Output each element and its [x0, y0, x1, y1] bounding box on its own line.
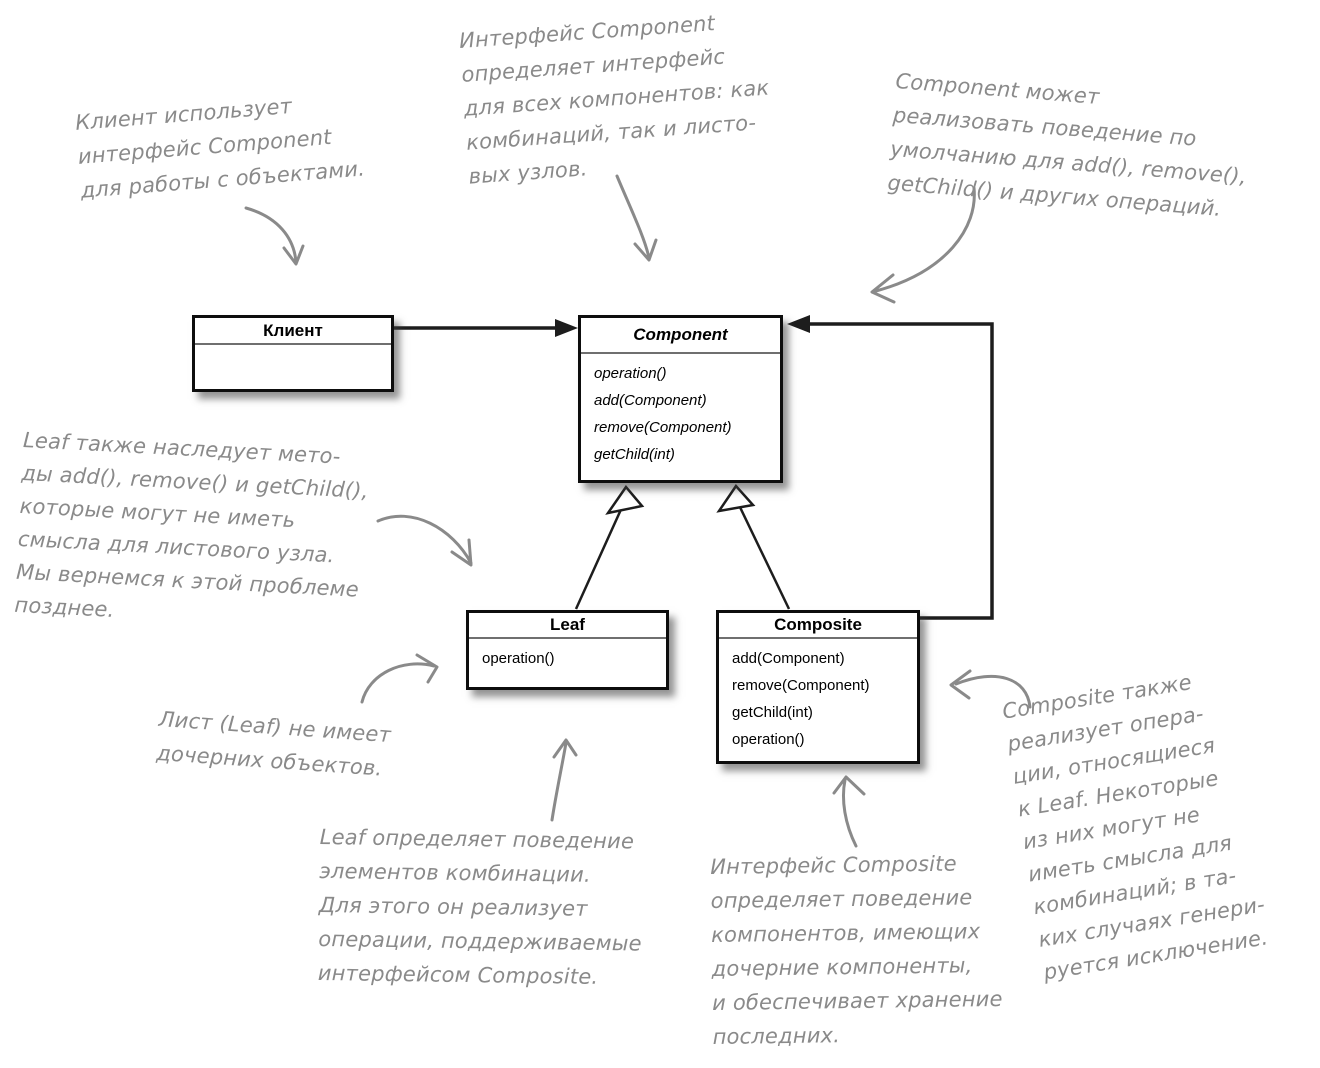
class-box-leaf	[466, 610, 669, 690]
method-add: add(Component)	[594, 392, 707, 409]
component-interface-note-arrow	[617, 176, 656, 260]
method-operation: operation()	[732, 731, 805, 748]
composite-inheritance-triangle	[719, 486, 753, 511]
class-body-composite	[719, 639, 917, 753]
class-box-client	[192, 315, 394, 392]
note-composite-interface: Интерфейс Composite определяет поведение компонентов, имеющих дочерние компоненты, и обеспечивает хранение последних.	[710, 851, 1003, 1049]
class-body-leaf	[469, 639, 666, 672]
method-getchild: getChild(int)	[732, 704, 813, 721]
leaf-inherited-note-arrow	[378, 516, 471, 565]
method-getchild: getChild(int)	[594, 446, 675, 463]
method-add: add(Component)	[732, 650, 845, 667]
class-box-component	[578, 315, 783, 483]
note-client: Клиент использует интерфейс Component для работы с объектами.	[74, 93, 366, 203]
method-remove: remove(Component)	[732, 677, 870, 694]
class-title-client: Клиент	[195, 318, 391, 345]
composite-interface-note-arrow	[834, 777, 864, 846]
leaf-behavior-note-arrow	[552, 740, 576, 820]
method-operation: operation()	[482, 650, 555, 667]
method-operation: operation()	[594, 365, 667, 382]
composite-inheritance-line	[738, 503, 789, 609]
composite-to-component-line	[801, 324, 992, 618]
class-body-client	[195, 345, 391, 351]
client-note-arrow	[246, 208, 303, 264]
composite-to-component-arrowhead	[787, 315, 810, 333]
leaf-no-children-note-arrow	[362, 655, 437, 702]
leaf-inheritance-line	[576, 505, 623, 609]
note-leaf-no-children: Лист (Leaf) не имеет дочерних объектов.	[155, 706, 392, 781]
note-leaf-behavior: Leaf определяет поведение элементов комбинации. Для этого он реализует операции, поддерживаемые интерфейсом Composite.	[317, 824, 642, 989]
client-to-component-arrowhead	[555, 319, 578, 337]
class-title-leaf: Leaf	[469, 613, 666, 639]
note-component-interface: Интерфейс Component определяет интерфейс для всех компонентов: как комбинаций, так и листо- вых узлов.	[458, 11, 771, 189]
method-remove: remove(Component)	[594, 419, 732, 436]
leaf-inheritance-triangle	[608, 487, 642, 513]
class-title-component: Component	[581, 318, 780, 354]
class-title-composite: Composite	[719, 613, 917, 639]
note-composite-leaf-ops: Composite также реализует опера- ции, относящиеся к Leaf. Некоторые из них могут не иметь смысла для комбинаций; в та- ких случаях генери- руется исключение.	[1000, 670, 1270, 985]
class-box-composite	[716, 610, 920, 764]
note-leaf-inherited: Leaf также наследует мето- ды add(), remove() и getChild(), которые могут не иметь смысла для листового узла. Мы вернемся к этой проблеме позднее.	[13, 427, 370, 622]
class-body-component	[581, 354, 780, 468]
note-component-default: Component может реализовать поведение по умолчанию для add(), remove(), getChild() и других операций.	[886, 68, 1248, 221]
